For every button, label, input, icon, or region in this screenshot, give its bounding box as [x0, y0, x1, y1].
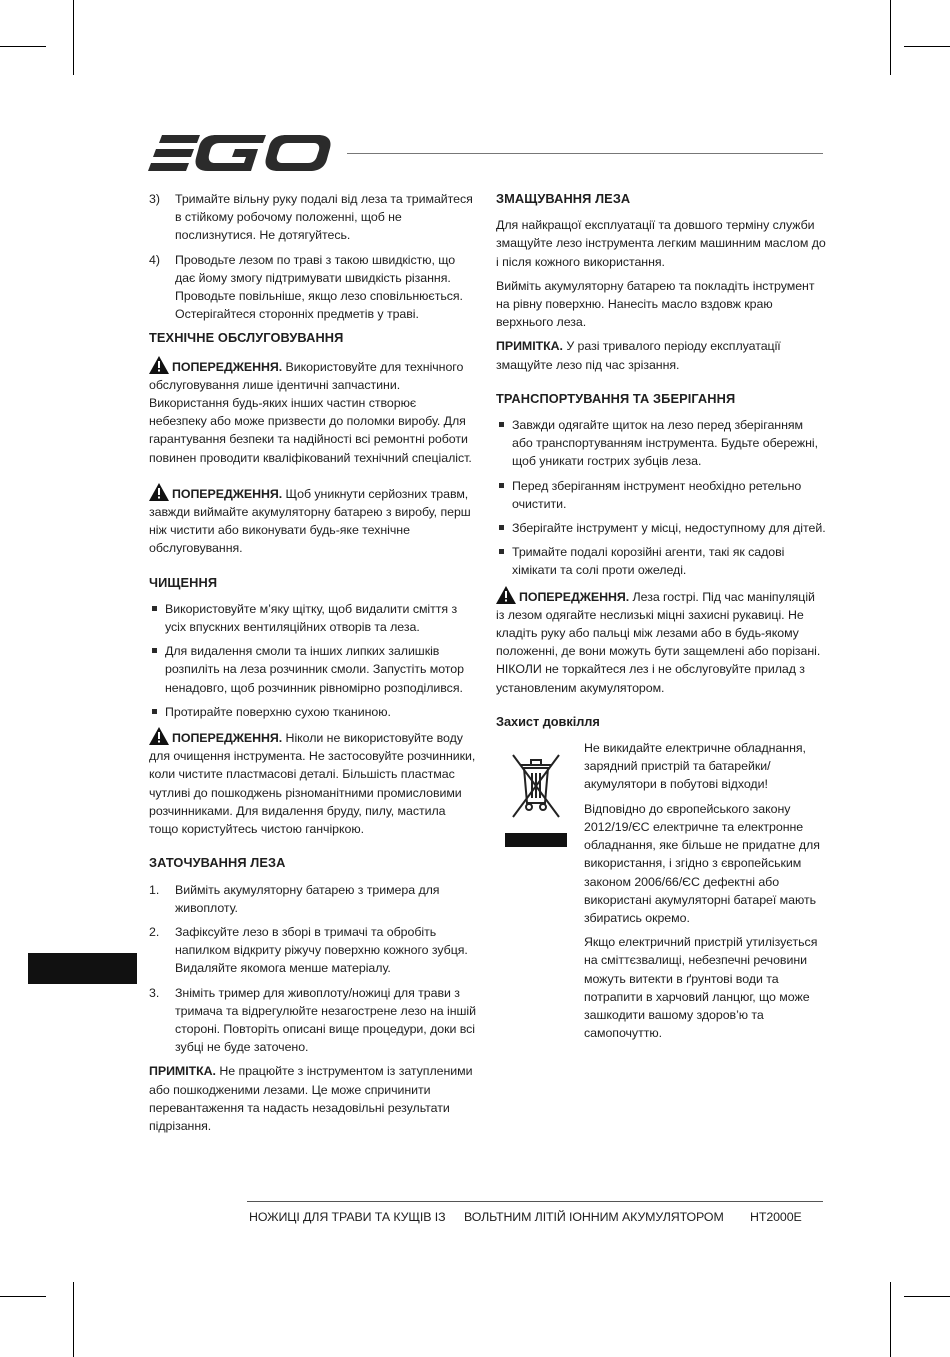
bullet-icon	[499, 422, 504, 427]
crop-mark	[904, 1296, 950, 1297]
maintenance-warning-1	[149, 356, 477, 467]
environment-section	[496, 739, 826, 1042]
list-item	[496, 519, 826, 537]
bullet-icon	[152, 606, 157, 611]
cleaning-warning	[149, 727, 477, 838]
list-text: Зніміть тример для живоплоту/ножиці для трави з тримача та відрегулюйте незагострене лезо на іншій стороні. Повторіть описані вище процедури, доки всі зубці не буде заточено.	[175, 985, 476, 1055]
lubrication-note	[496, 337, 826, 373]
warning-triangle-icon	[149, 356, 169, 374]
note-label: ПРИМІТКА.	[149, 1064, 216, 1079]
warning-triangle-icon	[149, 727, 169, 745]
bullet-icon	[152, 709, 157, 714]
environment-paragraph: Якщо електричний пристрій утилізується на сміттєзвалищі, небезпечні речовини можуть витекти в ґрунтові води та потрапити в харчовий ланцюг, що може зашкодити вашому здоров’ю та самопочуттю.	[584, 935, 818, 1041]
environment-paragraph: Не викидайте електричне обладнання, зарядний пристрій та батарейки/акумулятори в побутові відходи!	[584, 741, 806, 792]
note-text: У разі тривалого періоду експлуатації змащуйте лезо під час зрізання.	[496, 339, 781, 372]
crop-mark	[890, 1282, 891, 1357]
sharpening-note	[149, 1062, 477, 1135]
list-item	[496, 477, 826, 513]
environment-text	[584, 739, 826, 1042]
footer-rule	[247, 1201, 823, 1202]
list-item	[149, 600, 477, 636]
transport-heading: ТРАНСПОРТУВАННЯ ТА ЗБЕРІГАННЯ	[496, 390, 736, 406]
list-item	[149, 190, 477, 245]
footer-text-1: НОЖИЦІ ДЛЯ ТРАВИ ТА КУЩІВ ІЗ	[249, 1210, 446, 1224]
bullet-icon	[499, 549, 504, 554]
maintenance-warning-2	[149, 483, 477, 558]
language-tab	[28, 953, 137, 984]
crossed-out-bin-icon	[499, 741, 573, 853]
ego-logo	[148, 131, 332, 175]
footer-text-2: ВОЛЬТНИМ ЛІТІЙ ІОННИМ АКУМУЛЯТОРОМ	[464, 1210, 724, 1224]
warning-label: ПОПЕРЕДЖЕННЯ.	[172, 731, 283, 746]
lubrication-paragraph: Вийміть акумуляторну батарею та покладіть інструмент на рівну поверхню. Нанесіть масло вздовж краю верхнього леза.	[496, 278, 815, 330]
footer-model: HT2000E	[750, 1210, 802, 1224]
note-label: ПРИМІТКА.	[496, 339, 563, 354]
list-item	[149, 984, 477, 1057]
crop-mark	[904, 46, 950, 47]
list-text: Вийміть акумуляторну батарею з тримера для живоплоту.	[175, 882, 440, 915]
list-number: 1.	[149, 882, 160, 897]
cleaning-heading: ЧИЩЕННЯ	[149, 574, 218, 590]
environment-heading: Захист довкілля	[496, 713, 600, 729]
list-text: Для видалення смоли та інших липких залишків розпиліть на леза розчинник смоли. Запустіть мотор ненадовго, щоб розчинник рівномірно розподілився.	[165, 644, 464, 695]
bullet-icon	[499, 483, 504, 488]
header-rule	[347, 153, 823, 154]
sharpening-heading: ЗАТОЧУВАННЯ ЛЕЗА	[149, 855, 286, 871]
list-text: Завжди одягайте щиток на лезо перед зберіганням або транспортуванням інструмента. Будьте обережні, щоб уникати гострих зубців леза.	[512, 418, 819, 469]
transport-warning	[496, 586, 826, 697]
list-text: Тримайте подалі корозійні агенти, такі як садові хімікати та солі проти ожеледі.	[512, 545, 785, 578]
crop-mark	[890, 0, 891, 75]
maintenance-heading: ТЕХНІЧНЕ ОБСЛУГОВУВАННЯ	[149, 330, 344, 346]
list-item	[149, 251, 477, 324]
list-text: Протирайте поверхню сухою тканиною.	[165, 704, 391, 719]
warning-label: ПОПЕРЕДЖЕННЯ.	[172, 486, 283, 501]
list-item	[149, 881, 477, 917]
list-number: 3)	[149, 192, 160, 206]
list-text: Перед зберіганням інструмент необхідно ретельно очистити.	[512, 478, 802, 511]
list-item	[149, 642, 477, 697]
warning-triangle-icon	[496, 586, 516, 604]
lubrication-paragraph: Для найкращої експлуатації та довшого терміну служби змащуйте лезо інструмента легким машинним маслом до і після кожного використання.	[496, 218, 826, 269]
list-text: Зберігайте інструмент у місці, недоступному для дітей.	[512, 521, 826, 536]
list-number: 2.	[149, 924, 160, 939]
list-text: Тримайте вільну руку подалі від леза та тримайтеся в стійкому робочому положенні, щоб не послизнутися. Не дотягуйтесь.	[175, 192, 473, 243]
list-item	[149, 703, 477, 721]
environment-paragraph: Відповідно до європейського закону 2012/19/ЄС електричне та електронне обладнання, яке більше не придатне для використання, і згідно з європейським законом 2006/66/ЄС дефектні або використані акумуляторні батареї мають збиратись окремо.	[584, 801, 820, 925]
list-text: Використовуйте м’яку щітку, щоб видалити сміття з усіх впускних вентиляційних отворів та леза.	[165, 601, 458, 635]
warning-text: Леза гострі. Під час маніпуляцій із лезом одягайте неслизькі міцні захисні рукавиці. Не кладіть руку або пальці між лезами або в будь-якому положенні, де вони можуть бути защемлені або порізані. НІКОЛИ не торкайтеся лез і не обслуговуйте прилад з установленим акумулятором.	[496, 589, 821, 695]
crop-mark	[0, 46, 46, 47]
warning-text: Щоб уникнути серйозних травм, завжди виймайте акумуляторну батарею з виробу, перш ніж чистити або виконувати будь-яке технічне обслуговування.	[149, 486, 471, 556]
warning-label: ПОПЕРЕДЖЕННЯ.	[519, 589, 630, 604]
bullet-icon	[499, 525, 504, 530]
warning-text: Використовуйте для технічного обслуговування лише ідентичні запчастини. Використання будь-яких інших частин створює небезпеку або може призвести до поломки виробу. Для гарантування безпеки та надійності всі ремонтні роботи повинен проводити кваліфікований технічний спеціаліст.	[149, 359, 472, 465]
crop-mark	[73, 0, 74, 75]
list-item	[496, 416, 826, 471]
list-number: 3.	[149, 985, 160, 1000]
warning-triangle-icon	[149, 483, 169, 501]
list-text: Проводьте лезом по траві з такою швидкістю, що дає йому змогу підтримувати швидкість різання. Проводьте повільніше, якщо лезо сповільнюється. Остерігайтеся сторонніх предметів у траві.	[175, 252, 463, 322]
list-item	[496, 543, 826, 579]
bullet-icon	[152, 648, 157, 653]
list-item	[149, 923, 477, 978]
right-column	[496, 190, 826, 1048]
list-text: Зафіксуйте лезо в зборі в тримачі та обробіть напилком відкриту ріжучу поверхню кожного зубця. Видаляйте якомога менше матеріалу.	[175, 924, 468, 976]
crop-mark	[73, 1282, 74, 1357]
crop-mark	[0, 1296, 46, 1297]
lubrication-heading: ЗМАЩУВАННЯ ЛЕЗА	[496, 191, 631, 206]
left-column	[149, 190, 477, 1141]
list-number: 4)	[149, 252, 160, 267]
warning-text: Ніколи не використовуйте воду для очищення інструмента. Не застосовуйте розчинники, коли чистите пластмасові деталі. Більшість пластмас чутливі до пошкоджень різноманітними промисловими розчинниками. Для видалення бруду, пилу, мастила тощо користуйтесь чистою ганчіркою.	[149, 731, 476, 837]
note-text: Не працюйте з інструментом із затупленими або пошкодженими лезами. Це може спричинити перевантаження та надасть незадовільні результати підрізання.	[149, 1064, 473, 1133]
warning-label: ПОПЕРЕДЖЕННЯ.	[172, 359, 283, 374]
